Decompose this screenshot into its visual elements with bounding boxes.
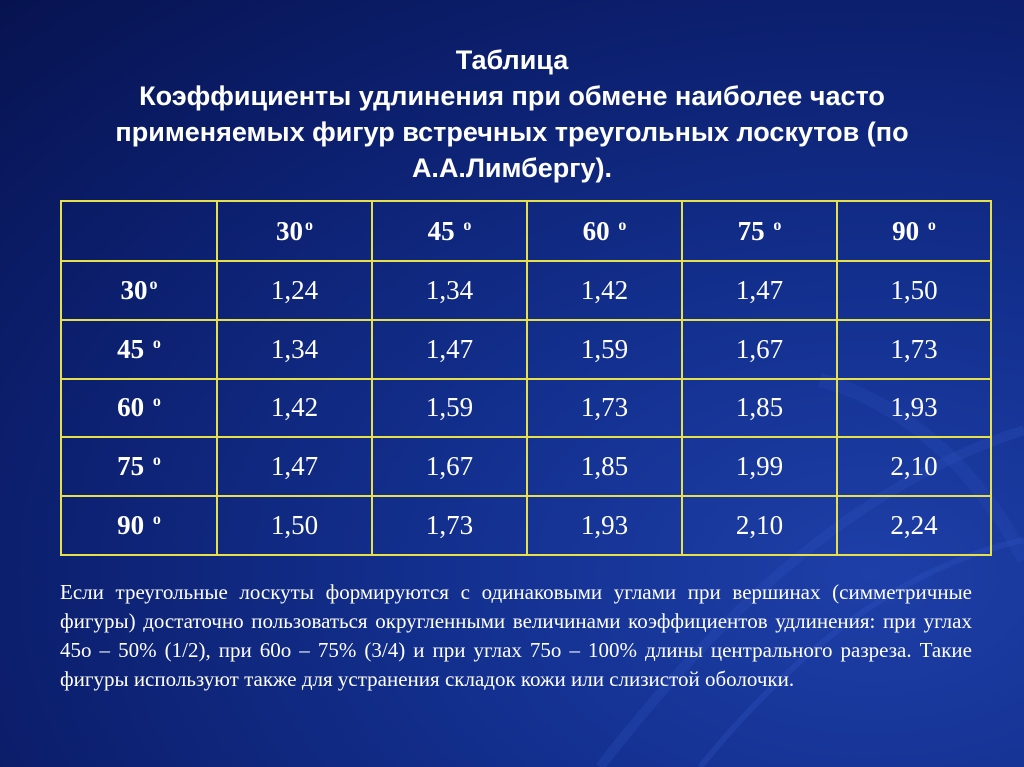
table-cell: 1,85 <box>682 379 837 438</box>
column-header: 90 $^o$ <box>837 201 991 261</box>
column-header: 45 $^o$ <box>372 201 527 261</box>
table-cell: 1,47 <box>372 320 527 379</box>
title-line-1: Таблица <box>455 45 569 75</box>
table-cell: 1,42 <box>527 261 682 320</box>
table-cell: 1,99 <box>682 437 837 496</box>
table-row <box>61 261 991 320</box>
column-header: 60 $^o$ <box>527 201 682 261</box>
table-row <box>61 496 991 555</box>
explanation-paragraph: Если треугольные лоскуты формируются с одинаковыми углами при вершинах (симметричные фигуры) достаточно пользоваться округленными величинами коэффициентов удлинения: при углах 45о – 50% (1/2), при 60о – 75% (3/4) и при углах 75о – 100% длины центрального разреза. Такие фигуры используют также для устранения складок кожи или слизистой оболочки. <box>60 580 972 691</box>
row-header: 45 $^o$ <box>61 320 217 379</box>
row-header: 30 $^o$ <box>61 261 217 320</box>
table-cell: 1,24 <box>217 261 372 320</box>
table-cell: 1,73 <box>372 496 527 555</box>
table-cell: 1,93 <box>527 496 682 555</box>
table-cell: 1,50 <box>217 496 372 555</box>
table-cell: 1,47 <box>217 437 372 496</box>
table-cell: 1,59 <box>372 379 527 438</box>
table-cell: 1,34 <box>217 320 372 379</box>
slide-title <box>40 42 984 186</box>
table-row <box>61 437 991 496</box>
table-cell: 1,67 <box>372 437 527 496</box>
table-cell: 1,93 <box>837 379 991 438</box>
table-cell: 1,67 <box>682 320 837 379</box>
table-cell: 1,73 <box>527 379 682 438</box>
title-line-3: применяемых фигур встречных треугольных лоскутов (по <box>115 117 909 147</box>
column-header: 75 $^o$ <box>682 201 837 261</box>
column-header: 30 $^o$ <box>217 201 372 261</box>
table-cell: 2,10 <box>682 496 837 555</box>
row-header: 90 $^o$ <box>61 496 217 555</box>
table-cell: 2,10 <box>837 437 991 496</box>
table-cell: 1,85 <box>527 437 682 496</box>
table-corner-cell <box>61 201 217 261</box>
table-header-row <box>61 201 991 261</box>
table-cell: 1,50 <box>837 261 991 320</box>
table-cell: 1,47 <box>682 261 837 320</box>
row-header: 60 $^o$ <box>61 379 217 438</box>
table-cell: 1,59 <box>527 320 682 379</box>
table-row <box>61 320 991 379</box>
row-header: 75 $^o$ <box>61 437 217 496</box>
table-row <box>61 379 991 438</box>
table-cell: 1,34 <box>372 261 527 320</box>
table-cell: 1,73 <box>837 320 991 379</box>
title-line-4: А.А.Лимбергу). <box>411 153 613 183</box>
title-line-2: Коэффициенты удлинения при обмене наиболее часто <box>139 81 885 111</box>
table-cell: 2,24 <box>837 496 991 555</box>
elongation-coefficients-table <box>60 200 992 556</box>
table-cell: 1,42 <box>217 379 372 438</box>
